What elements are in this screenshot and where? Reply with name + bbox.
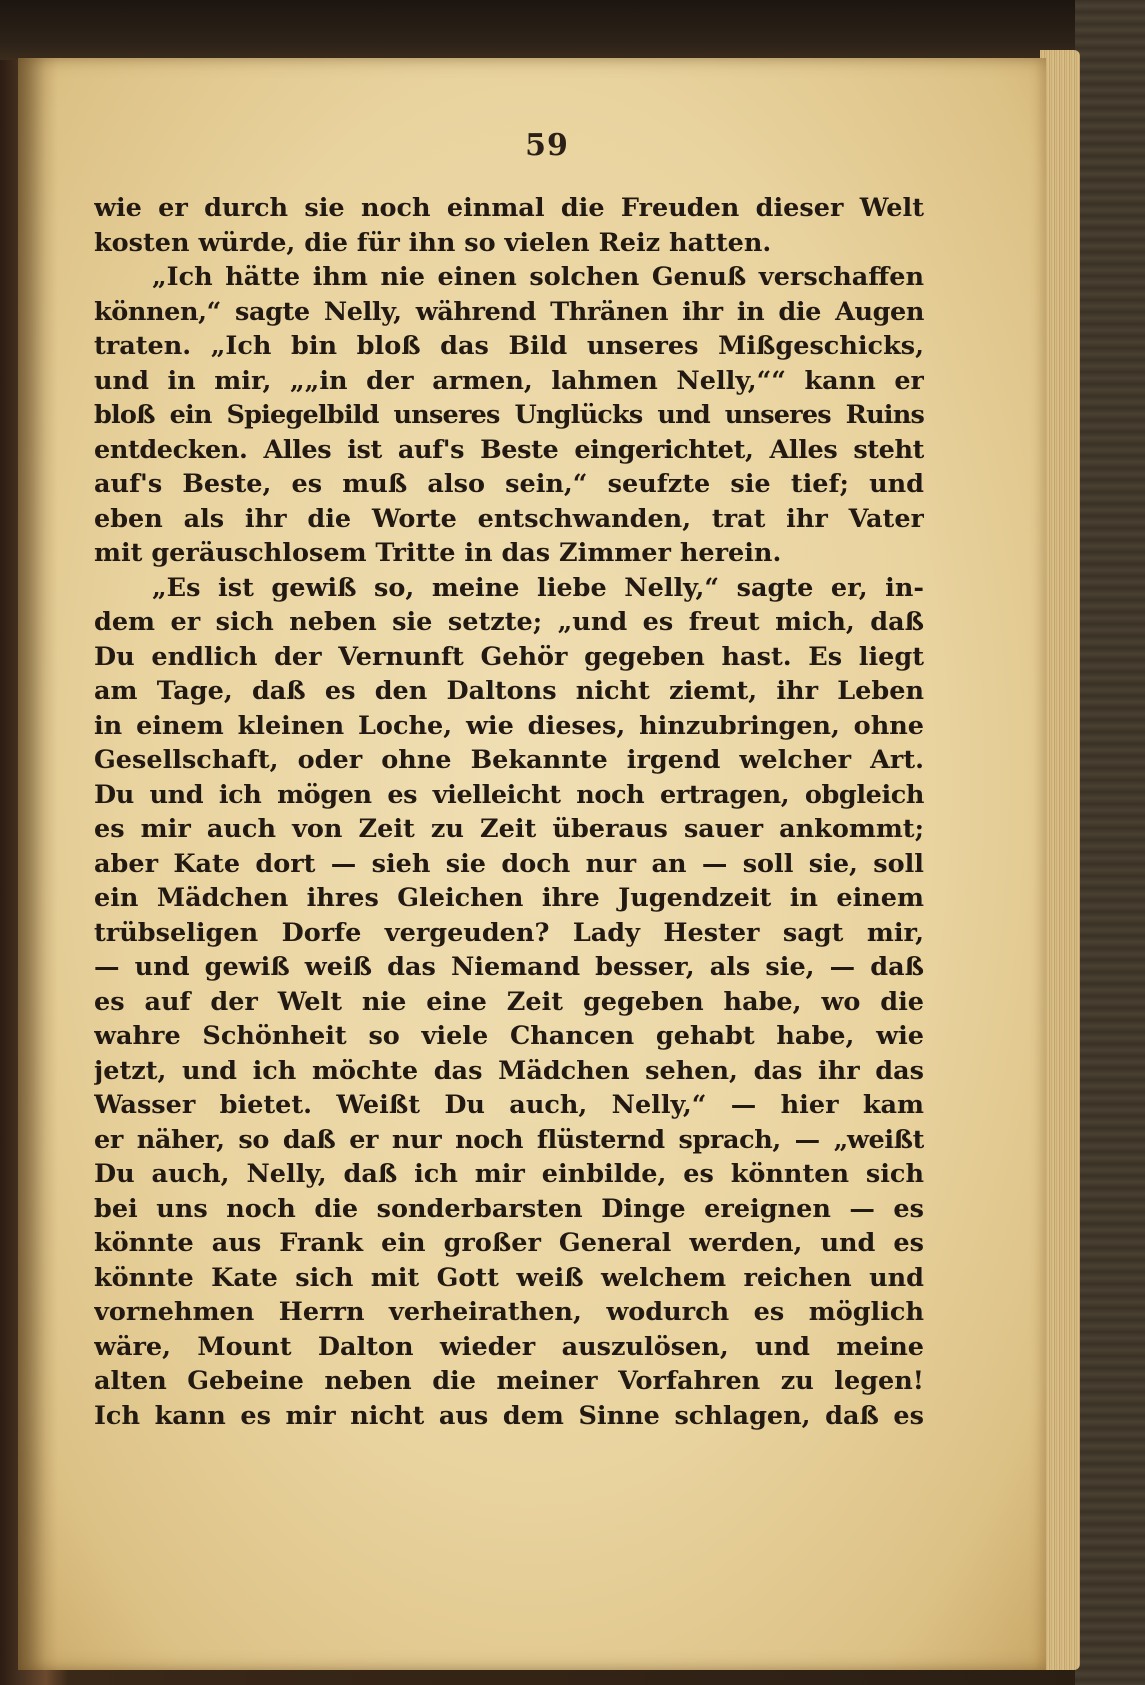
text-line: und in mir, „„in der armen, lahmen Nelly,““ kann er: [94, 365, 924, 396]
text-line: Ich kann es mir nicht aus dem Sinne schlagen, daß es: [94, 1400, 924, 1431]
text-line: können,“ sagte Nelly, während Thränen ihr in die Augen: [94, 296, 924, 327]
text-line: wahre Schönheit so viele Chancen gehabt habe, wie: [94, 1021, 924, 1051]
text-line: „Ich hätte ihm nie einen solchen Genuß verschaffen: [152, 262, 924, 292]
text-line: vornehmen Herrn verheirathen, wodurch es möglich: [94, 1297, 924, 1327]
text-line: er näher, so daß er nur noch flüsternd sprach, — „weißt: [94, 1124, 924, 1155]
text-line: wäre, Mount Dalton wieder auszulösen, und meine: [94, 1331, 924, 1362]
text-line: Wasser bietet. Weißt Du auch, Nelly,“ — hier kam: [94, 1090, 924, 1120]
page-number-text: 59: [525, 128, 569, 163]
text-line: mit geräuschlosem Tritte in das Zimmer herein.: [94, 538, 782, 568]
page-number: [18, 128, 1046, 163]
dark-top-band: [0, 0, 1145, 60]
text-line: entdecken. Alles ist auf's Beste eingerichtet, Alles steht: [94, 434, 924, 465]
text-line: dem er sich neben sie setzte; „und es freut mich, daß: [94, 607, 924, 637]
text-line: es mir auch von Zeit zu Zeit überaus sauer ankommt;: [94, 814, 924, 844]
text-line: am Tage, daß es den Daltons nicht ziemt, ihr Leben: [94, 676, 924, 706]
text-line: bloß ein Spiegelbild unseres Unglücks und unseres Ruins: [94, 400, 924, 430]
text-line: Du auch, Nelly, daß ich mir einbilde, es könnten sich: [94, 1159, 924, 1189]
text-line: trübseligen Dorfe vergeuden? Lady Hester sagt mir,: [94, 917, 924, 948]
page-gutter-shadow: [18, 58, 58, 1670]
text-line: Du und ich mögen es vielleicht noch ertragen, obgleich: [94, 779, 924, 810]
text-line: bei uns noch die sonderbarsten Dinge ereignen — es: [94, 1193, 924, 1224]
text-line: auf's Beste, es muß also sein,“ seufzte sie tief; und: [94, 469, 924, 499]
book-page: [18, 58, 1046, 1670]
text-line: Gesellschaft, oder ohne Bekannte irgend welcher Art.: [94, 745, 924, 775]
page-edges: [1040, 50, 1080, 1670]
text-line: wie er durch sie noch einmal die Freuden dieser Welt: [94, 193, 924, 223]
text-line: in einem kleinen Loche, wie dieses, hinzubringen, ohne: [94, 710, 924, 741]
text-line: könnte aus Frank ein großer General werden, und es: [94, 1228, 924, 1258]
text-line: „Es ist gewiß so, meine liebe Nelly,“ sagte er, in-: [152, 572, 924, 603]
text-line: kosten würde, die für ihn so vielen Reiz hatten.: [94, 227, 772, 258]
body-text: [94, 191, 924, 1433]
text-line: ein Mädchen ihres Gleichen ihre Jugendzeit in einem: [94, 883, 924, 913]
text-line: aber Kate dort — sieh sie doch nur an — soll sie, soll: [94, 848, 924, 879]
text-line: es auf der Welt nie eine Zeit gegeben habe, wo die: [94, 986, 924, 1017]
text-line: alten Gebeine neben die meiner Vorfahren zu legen!: [94, 1366, 924, 1396]
text-line: Du endlich der Vernunft Gehör gegeben hast. Es liegt: [94, 641, 924, 672]
text-line: eben als ihr die Worte entschwanden, trat ihr Vater: [94, 503, 924, 534]
text-line: könnte Kate sich mit Gott weiß welchem reichen und: [94, 1262, 924, 1293]
text-line: — und gewiß weiß das Niemand besser, als sie, — daß: [94, 952, 924, 982]
text-line: jetzt, und ich möchte das Mädchen sehen, das ihr das: [94, 1055, 924, 1086]
text-line: traten. „Ich bin bloß das Bild unseres Mißgeschicks,: [94, 331, 924, 361]
book-cover-edge: [1075, 0, 1145, 1685]
